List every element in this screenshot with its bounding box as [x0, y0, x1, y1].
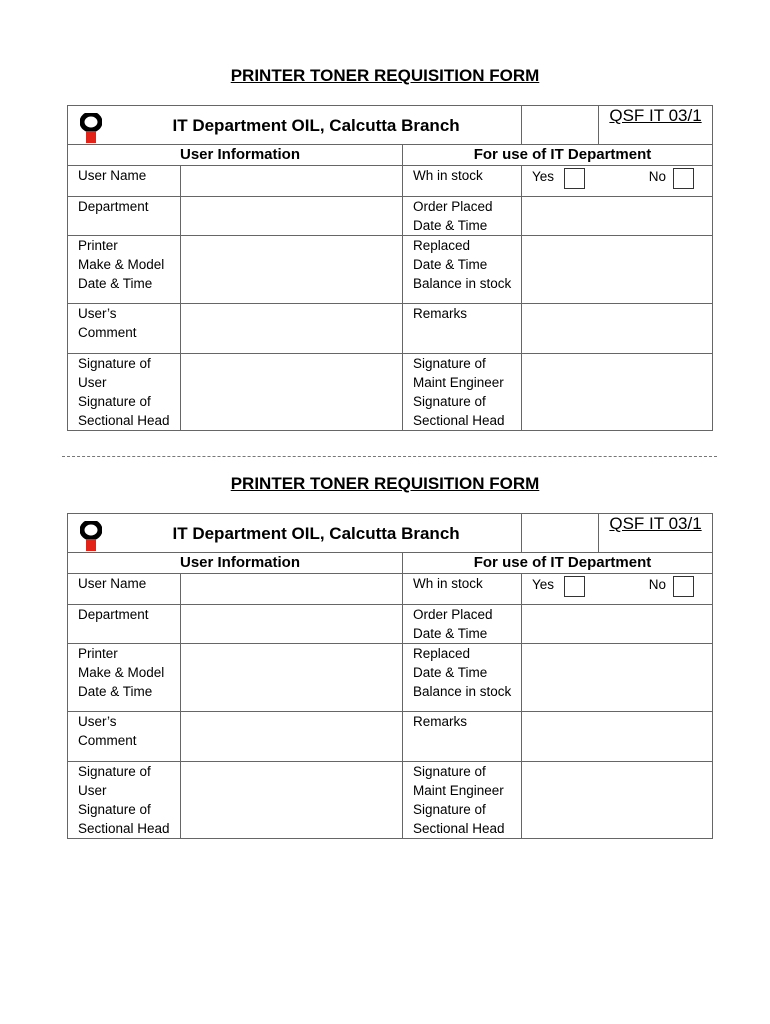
- label-date-time: Date & Time: [78, 276, 153, 291]
- user-signature-field[interactable]: [181, 762, 403, 839]
- indianoil-logo-icon: [80, 521, 102, 551]
- label-sig-head-2: Sectional Head: [78, 821, 170, 836]
- no-label: No: [648, 577, 667, 592]
- requisition-form-table: [67, 105, 713, 431]
- section-it-dept: For use of IT Department: [403, 145, 713, 166]
- label-users-comment-2: Comment: [78, 733, 137, 748]
- department-field[interactable]: [181, 197, 403, 236]
- label-remarks: Remarks: [403, 712, 522, 762]
- label-sig-sect: Signature of: [413, 802, 486, 817]
- section-it-dept: For use of IT Department: [403, 553, 713, 574]
- label-order-placed: Order Placed: [413, 607, 493, 622]
- label-balance-in-stock: Balance in stock: [413, 276, 512, 291]
- label-replaced-date-time: Date & Time: [413, 257, 488, 272]
- replaced-field[interactable]: [522, 644, 713, 712]
- logo-cell: [68, 514, 181, 553]
- form-title: PRINTER TONER REQUISITION FORM: [230, 66, 540, 85]
- department-heading: IT Department OIL, Calcutta Branch: [172, 115, 460, 135]
- remarks-field[interactable]: [522, 712, 713, 762]
- yes-checkbox[interactable]: [564, 576, 585, 597]
- label-date-time: Date & Time: [78, 684, 153, 699]
- label-sig-head-2: Sectional Head: [78, 413, 170, 428]
- indianoil-logo-icon: [80, 113, 102, 143]
- label-balance-in-stock: Balance in stock: [413, 684, 512, 699]
- label-remarks: Remarks: [403, 304, 522, 354]
- label-sig-user: Signature of: [78, 356, 151, 371]
- label-order-date-time: Date & Time: [413, 626, 488, 641]
- logo-cell: [68, 106, 181, 145]
- user-name-field[interactable]: [181, 166, 403, 197]
- department-field[interactable]: [181, 605, 403, 644]
- label-sig-sect: Signature of: [413, 394, 486, 409]
- label-order-placed: Order Placed: [413, 199, 493, 214]
- label-department: Department: [68, 197, 181, 236]
- label-sig-user-2: User: [78, 375, 107, 390]
- it-signature-field[interactable]: [522, 354, 713, 431]
- label-replaced-date-time: Date & Time: [413, 665, 488, 680]
- yes-checkbox[interactable]: [564, 168, 585, 189]
- yes-label: Yes: [532, 577, 555, 592]
- no-checkbox[interactable]: [673, 576, 694, 597]
- cut-line-divider: [62, 456, 717, 457]
- label-users-comment-2: Comment: [78, 325, 137, 340]
- label-sig-head: Signature of: [78, 394, 151, 409]
- label-sig-user-2: User: [78, 783, 107, 798]
- label-make-model: Make & Model: [78, 665, 165, 680]
- label-department: Department: [68, 605, 181, 644]
- label-sig-head: Signature of: [78, 802, 151, 817]
- label-sig-sect-2: Sectional Head: [413, 413, 505, 428]
- label-printer: Printer: [78, 646, 118, 661]
- it-signature-field[interactable]: [522, 762, 713, 839]
- user-name-field[interactable]: [181, 574, 403, 605]
- order-placed-field[interactable]: [522, 605, 713, 644]
- form-title: PRINTER TONER REQUISITION FORM: [230, 474, 540, 493]
- label-printer: Printer: [78, 238, 118, 253]
- order-placed-field[interactable]: [522, 197, 713, 236]
- label-wh-in-stock: Wh in stock: [403, 166, 522, 197]
- label-order-date-time: Date & Time: [413, 218, 488, 233]
- label-users-comment: User’s: [78, 714, 117, 729]
- section-user-info: User Information: [68, 145, 403, 166]
- label-sig-maint: Signature of: [413, 356, 486, 371]
- section-user-info: User Information: [68, 553, 403, 574]
- label-sig-sect-2: Sectional Head: [413, 821, 505, 836]
- label-sig-maint-2: Maint Engineer: [413, 783, 504, 798]
- no-label: No: [648, 169, 667, 184]
- yes-label: Yes: [532, 169, 555, 184]
- replaced-field[interactable]: [522, 236, 713, 304]
- label-wh-in-stock: Wh in stock: [403, 574, 522, 605]
- requisition-form-table: [67, 513, 713, 839]
- form-code: QSF IT 03/1: [609, 514, 702, 533]
- printer-field[interactable]: [181, 644, 403, 712]
- label-sig-maint: Signature of: [413, 764, 486, 779]
- label-users-comment: User’s: [78, 306, 117, 321]
- label-user-name: User Name: [68, 166, 181, 197]
- printer-field[interactable]: [181, 236, 403, 304]
- department-heading: IT Department OIL, Calcutta Branch: [172, 523, 460, 543]
- no-checkbox[interactable]: [673, 168, 694, 189]
- label-make-model: Make & Model: [78, 257, 165, 272]
- label-replaced: Replaced: [413, 646, 471, 661]
- label-sig-maint-2: Maint Engineer: [413, 375, 504, 390]
- label-sig-user: Signature of: [78, 764, 151, 779]
- label-replaced: Replaced: [413, 238, 471, 253]
- users-comment-field[interactable]: [181, 712, 403, 762]
- form-code: QSF IT 03/1: [609, 106, 702, 125]
- remarks-field[interactable]: [522, 304, 713, 354]
- user-signature-field[interactable]: [181, 354, 403, 431]
- users-comment-field[interactable]: [181, 304, 403, 354]
- label-user-name: User Name: [68, 574, 181, 605]
